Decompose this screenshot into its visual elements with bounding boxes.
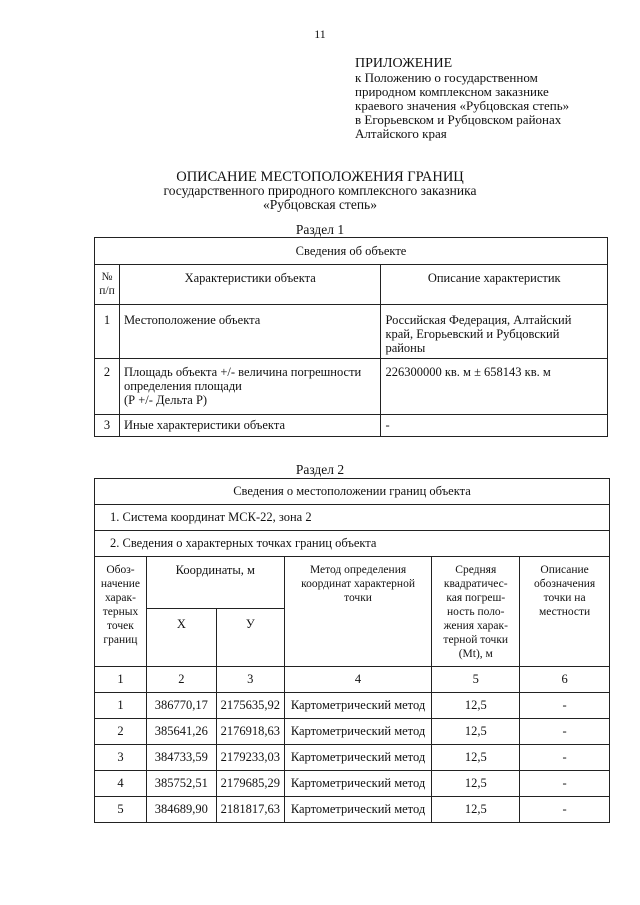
section2-header: Сведения о местоположении границ объекта (95, 479, 610, 505)
row-char: Площадь объекта +/- величина погрешности определения площади (Р +/- Дельта Р) (119, 359, 380, 415)
document-title (0, 170, 640, 212)
document-title-sub: «Рубцовская степь» (263, 197, 377, 212)
point-method: Картометрический метод (284, 719, 432, 745)
document-title-sub: государственного природного комплексного заказника (163, 183, 477, 198)
point-number: 5 (95, 797, 147, 823)
col-error-header: Средняя квадратичес- кая погреш- ность поло- жения харак- терной точки (Mt), м (432, 557, 520, 667)
col-description-header: Описание обозначения точки на местности (520, 557, 610, 667)
point-x: 385641,26 (146, 719, 216, 745)
column-number: 4 (284, 667, 432, 693)
appendix-line: в Егорьевском и Рубцовском районах (355, 112, 562, 127)
section1-label: Раздел 1 (295, 222, 345, 237)
appendix-line: Алтайского края (355, 126, 447, 141)
section1-header: Сведения об объекте (95, 238, 608, 265)
point-number: 3 (95, 745, 147, 771)
point-error: 12,5 (432, 771, 520, 797)
point-description: - (520, 693, 610, 719)
row-char: Местоположение объекта (119, 305, 380, 359)
point-x: 385752,51 (146, 771, 216, 797)
col-num-header: № п/п (95, 265, 120, 305)
point-error: 12,5 (432, 719, 520, 745)
point-error: 12,5 (432, 797, 520, 823)
appendix-line: к Положению о государственном (355, 70, 538, 85)
point-description: - (520, 745, 610, 771)
point-method: Картометрический метод (284, 745, 432, 771)
row-desc: - (381, 415, 608, 437)
point-method: Картометрический метод (284, 771, 432, 797)
table-row (95, 305, 608, 359)
table-row (95, 797, 610, 823)
point-y: 2181817,63 (216, 797, 284, 823)
point-y: 2179233,03 (216, 745, 284, 771)
column-number: 3 (216, 667, 284, 693)
row-desc: 226300000 кв. м ± 658143 кв. м (381, 359, 608, 415)
point-x: 386770,17 (146, 693, 216, 719)
row-desc: Российская Федерация, Алтайский край, Егорьевский и Рубцовский районы (381, 305, 608, 359)
col-designation-header: Обоз- начение харак- терных точек границ (95, 557, 147, 667)
point-description: - (520, 771, 610, 797)
col-coords-header: Координаты, м (146, 557, 284, 609)
column-number: 5 (432, 667, 520, 693)
point-number: 1 (95, 693, 147, 719)
point-y: 2175635,92 (216, 693, 284, 719)
col-y-header: У (216, 609, 284, 667)
points-info-line: 2. Сведения о характерных точках границ объекта (95, 531, 610, 557)
page-number: 11 (314, 27, 326, 41)
row-char: Иные характеристики объекта (119, 415, 380, 437)
point-method: Картометрический метод (284, 797, 432, 823)
table-row (95, 719, 610, 745)
point-number: 2 (95, 719, 147, 745)
table-row (95, 415, 608, 437)
column-numbers-row (95, 667, 610, 693)
point-y: 2176918,63 (216, 719, 284, 745)
point-error: 12,5 (432, 693, 520, 719)
table-row (95, 693, 610, 719)
appendix-line: природном комплексном заказнике (355, 84, 549, 99)
point-description: - (520, 797, 610, 823)
row-num: 3 (95, 415, 120, 437)
point-x: 384689,90 (146, 797, 216, 823)
column-number: 1 (95, 667, 147, 693)
point-y: 2179685,29 (216, 771, 284, 797)
row-num: 1 (95, 305, 120, 359)
appendix-block (355, 57, 569, 141)
coordinate-system-line: 1. Система координат МСК-22, зона 2 (95, 505, 610, 531)
object-info-table (94, 237, 608, 437)
table-row (95, 359, 608, 415)
col-desc-header: Описание характеристик (381, 265, 608, 305)
column-number: 6 (520, 667, 610, 693)
section2-label: Раздел 2 (295, 462, 345, 477)
table-row (95, 745, 610, 771)
point-number: 4 (95, 771, 147, 797)
point-method: Картометрический метод (284, 693, 432, 719)
column-number: 2 (146, 667, 216, 693)
col-char-header: Характеристики объекта (119, 265, 380, 305)
table-row (95, 771, 610, 797)
point-x: 384733,59 (146, 745, 216, 771)
appendix-title: ПРИЛОЖЕНИЕ (355, 56, 453, 71)
row-num: 2 (95, 359, 120, 415)
col-x-header: Х (146, 609, 216, 667)
point-error: 12,5 (432, 745, 520, 771)
col-method-header: Метод определения координат характерной точки (284, 557, 432, 667)
document-title-main: ОПИСАНИЕ МЕСТОПОЛОЖЕНИЯ ГРАНИЦ (176, 169, 464, 185)
point-description: - (520, 719, 610, 745)
appendix-line: краевого значения «Рубцовская степь» (355, 98, 570, 113)
boundary-points-table (94, 478, 610, 823)
